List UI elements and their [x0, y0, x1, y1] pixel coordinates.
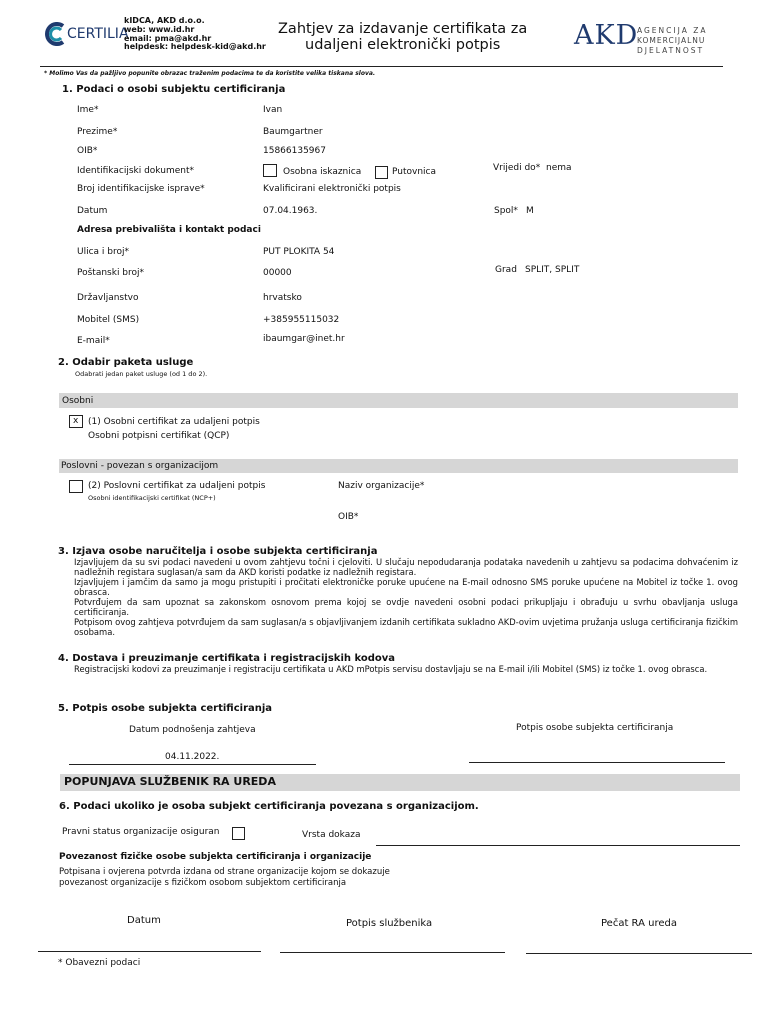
section2-subtitle: Odabrati jedan paket usluge (od 1 do 2). — [75, 370, 208, 378]
ime-value: Ivan — [263, 105, 283, 115]
povezanost-title: Povezanost fizičke osobe subjekta certificiranja i organizacije — [59, 852, 372, 862]
office-bar-label: POPUNJAVA SLUŽBENIK RA UREDA — [64, 775, 276, 788]
section4-title: 4. Dostava i preuzimanje certifikata i registracijskih kodova — [58, 653, 396, 664]
ra-stamp-label: Pečat RA ureda — [601, 918, 677, 929]
ime-label: Ime* — [77, 105, 99, 115]
submission-date-line — [69, 764, 316, 765]
drzavljanstvo-value: hrvatsko — [263, 293, 302, 303]
subject-signature-label: Potpis osobe subjekta certificiranja — [516, 723, 674, 733]
subject-signature-line — [469, 762, 725, 763]
required-footnote: * Obavezni podaci — [58, 958, 141, 968]
office-datum-label: Datum — [127, 915, 161, 926]
drzavljanstvo-label: Državljanstvo — [77, 293, 139, 303]
spol-value: M — [526, 206, 534, 216]
mobitel-label: Mobitel (SMS) — [77, 315, 140, 325]
certilia-logo-icon — [45, 22, 67, 46]
vrijedi-label: Vrijedi do* — [493, 163, 541, 173]
header-divider — [40, 66, 723, 67]
section3-paragraph-3: Potvrđujem da sam upoznat sa zakonskom osnovom prema kojoj se ovdje navedeni osobni podaci prikupljaju i obrađuju u svrhu obavljanja usluga certificiranja. — [74, 597, 738, 617]
form-title-line-2: udaljeni elektronički potpis — [305, 37, 501, 53]
datum-label: Datum — [77, 206, 108, 216]
officer-signature-label: Potpis službenika — [346, 918, 433, 929]
option2-line2: Osobni identifikacijski certifikat (NCP+) — [88, 494, 216, 502]
grad-label: Grad — [495, 265, 517, 275]
datum-value: 07.04.1963. — [263, 206, 318, 216]
section5-title: 5. Potpis osobe subjekta certificiranja — [58, 703, 273, 714]
povezanost-line-1: Potpisana i ovjerena potvrda izdana od strane organizacije kojom se dokazuje — [59, 867, 390, 877]
email-label: E-mail* — [77, 336, 110, 346]
office-datum-line — [38, 951, 261, 952]
section4-paragraph: Registracijski kodovi za preuzimanje i registraciju certifikata u AKD mPotpis servisu dostavljaju se na E-mail i/ili Mobitel (SMS) iz točke 1. ovog obrasca. — [74, 664, 708, 674]
pravni-status-checkbox[interactable] — [232, 827, 245, 840]
agency-line-2: KOMERCIJALNU — [637, 36, 706, 45]
vrsta-dokaza-line — [376, 845, 740, 846]
section1-title: 1. Podaci o osobi subjektu certificiranja — [62, 84, 286, 95]
pravni-status-label: Pravni status organizacije osiguran — [62, 827, 220, 837]
company-line-2: web: www.id.hr — [124, 25, 195, 34]
vrsta-dokaza-label: Vrsta dokaza — [302, 830, 361, 840]
company-line-4: helpdesk: helpdesk-kid@akd.hr — [124, 42, 266, 51]
putovnica-checkbox[interactable] — [375, 166, 388, 179]
ra-stamp-line — [526, 953, 752, 954]
osobni-bar — [59, 393, 738, 408]
section3-paragraph-4: Potpisom ovog zahtjeva potvrđujem da sam suglasan/a s objavljivanjem izdanih certifikata sukladno AKD-ovim uvjetima pružanja usluga certificiranja fizičkim osobama. — [74, 617, 738, 637]
agency-line-3: DJELATNOST — [637, 46, 705, 55]
org-oib-label: OIB* — [338, 512, 359, 522]
oib-label: OIB* — [77, 146, 98, 156]
form-title-line-1: Zahtjev za izdavanje certifikata za — [278, 21, 528, 37]
agency-line-1: AGENCIJA ZA — [637, 26, 708, 35]
naziv-organizacije-label: Naziv organizacije* — [338, 481, 425, 491]
osobna-iskaznica-checkbox[interactable] — [263, 164, 277, 177]
id-document-label: Identifikacijski dokument* — [77, 166, 194, 176]
officer-signature-line — [280, 952, 505, 953]
option1-line2: Osobni potpisni certifikat (QCP) — [88, 431, 230, 441]
company-line-1: kIDCA, AKD d.o.o. — [124, 16, 205, 25]
prezime-value: Baumgartner — [263, 127, 323, 137]
ulica-value: PUT PLOKITA 54 — [263, 247, 335, 257]
section2-title: 2. Odabir paketa usluge — [58, 357, 194, 368]
povezanost-line-2: povezanost organizacije s fizičkom osobom subjektom certificiranja — [59, 878, 347, 888]
section3-paragraph-2: Izjavljujem i jamčim da samo ja mogu pristupiti i pročitati elektroničke poruke upućene na E-mail odnosno SMS poruke upućene na Mobitel iz točke 1. ovog obrasca. — [74, 577, 738, 597]
osobna-iskaznica-label: Osobna iskaznica — [283, 167, 362, 177]
address-title: Adresa prebivališta i kontakt podaci — [77, 225, 261, 235]
vrijedi-value: nema — [546, 163, 572, 173]
option1-check-mark: x — [73, 416, 79, 426]
oib-value: 15866135967 — [263, 146, 326, 156]
option2-checkbox[interactable] — [69, 480, 83, 493]
mobitel-value: +385955115032 — [263, 315, 340, 325]
osobni-bar-label: Osobni — [62, 396, 94, 406]
postanski-label: Poštanski broj* — [77, 268, 145, 278]
option1-line1: (1) Osobni certifikat za udaljeni potpis — [88, 417, 260, 427]
section3-paragraph-1: Izjavljujem da su svi podaci navedeni u ovom zahtjevu točni i cjeloviti. U slučaju nepodudaranja podataka navedenih u zahtjevu sa podacima dohvaćenim iz nadležnih registara suglasan/a sam da AKD koristi podatke iz nadležnih registara. — [74, 557, 738, 577]
postanski-value: 00000 — [263, 268, 292, 278]
company-line-3: email: pma@akd.hr — [124, 34, 212, 43]
certilia-logo-text: CERTILIA — [67, 26, 129, 42]
poslovni-bar-label: Poslovni - povezan s organizacijom — [61, 461, 219, 471]
broj-isprave-label: Broj identifikacijske isprave* — [77, 184, 205, 194]
option2-line1: (2) Poslovni certifikat za udaljeni potpis — [88, 481, 266, 491]
putovnica-label: Putovnica — [392, 167, 437, 177]
section6-title: 6. Podaci ukoliko je osoba subjekt certificiranja povezana s organizacijom. — [59, 801, 479, 812]
submission-date-label: Datum podnošenja zahtjeva — [129, 725, 256, 735]
ulica-label: Ulica i broj* — [77, 247, 129, 257]
email-value: ibaumgar@inet.hr — [263, 334, 345, 344]
grad-value: SPLIT, SPLIT — [525, 265, 580, 275]
spol-label: Spol* — [494, 206, 518, 216]
section3-title: 3. Izjava osobe naručitelja i osobe subjekta certificiranja — [58, 546, 378, 557]
akd-logo-text: AKD — [574, 20, 639, 51]
prezime-label: Prezime* — [77, 127, 118, 137]
instruction-note: * Molimo Vas da pažljivo popunite obrazac traženim podacima te da koristite velika tiskana slova. — [44, 70, 376, 77]
broj-isprave-value: Kvalificirani elektronički potpis — [263, 184, 401, 194]
submission-date-value: 04.11.2022. — [165, 752, 220, 762]
